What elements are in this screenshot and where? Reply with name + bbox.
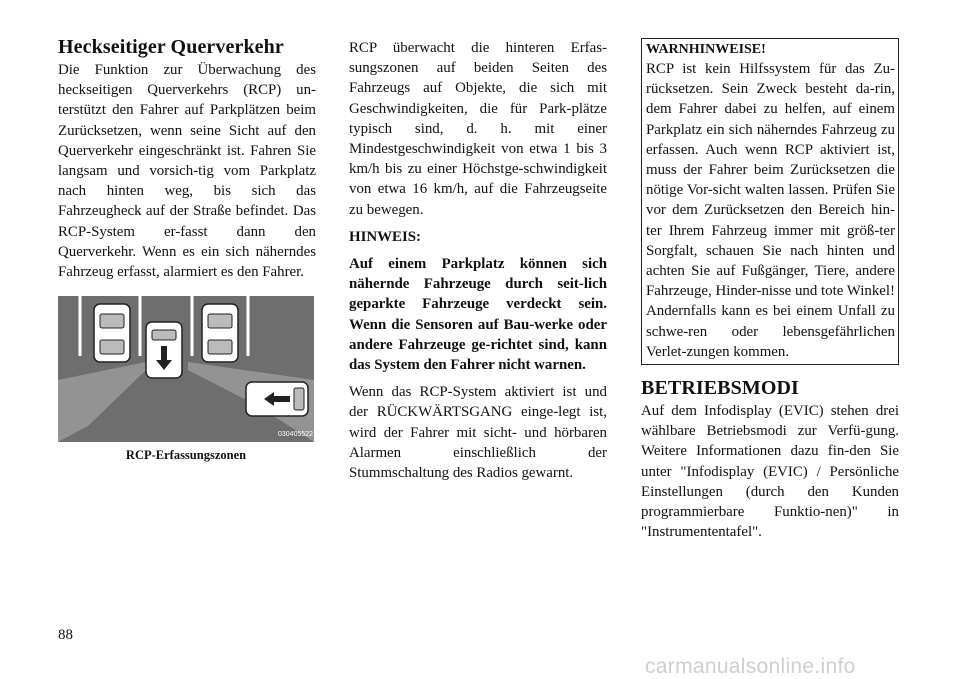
warning-text: RCP ist kein Hilfssystem für das Zu-rücksetzen. Sein Zweck besteht da-rin, dem Fahrer dabei zu helfen, auf einem Parkplatz ein sich näherndes Fahrzeug zu erfassen. Auch wenn RCP aktiviert ist, muss der Fahrer beim Zurücksetzen die nötige Vor-sicht walten lassen. Prüfen Sie vor dem Zurücksetzen den Bereich hin-ter Ihrem Fahrzeug immer mit größ-ter Sorgfalt, schauen Sie nach hinten und achten Sie auf Fußgänger, Tiere, andere Fahrzeuge, Hinder-nisse und tote Winkel! Andernfalls kann es bei einem Unfall zu schwe-ren oder lebensgefährlichen Verlet-zungen kommen. [646,61,896,360]
rcp-intro-paragraph: Die Funktion zur Überwachung des heckseitigen Querverkehrs (RCP) un-terstützt den Fahrer auf Parkplätzen beim Zurücksetzen, wenn seine Sicht auf den Querverkehr eingeschränkt ist. Fahren Sie langsam und vorsich-tig vom Parkplatz nach hinten weg, bis sich das Fahrzeugheck auf der Straße befindet. Das RCP-System er-fasst dann den Querverkehr. Wenn es ein sich näherndes Fahrzeug erfasst, alarmiert es den Fahrer. [58,62,316,281]
rcp-zones-paragraph: RCP überwacht die hinteren Erfas-sungszonen auf beiden Seiten des Fahrzeugs auf Objekte, die sich mit Geschwindigkeiten, die für Park-plätze typisch sind, d. h. mit einer Mindestgeschwindigkeit von etwa 1 bis 3 km/h bis zu einer Höchstge-schwindigkeit von etwa 16 km/h, auf die Fahrzeugseite zu bewegen. [349,40,607,218]
watermark: carmanualsonline.info [645,655,856,678]
modes-paragraph: Auf dem Infodisplay (EVIC) stehen drei wählbare Betriebsmodi zur Verfü-gung. Weitere Informationen dazu fin-den Sie unter "Infodisplay (EVIC) / Persönliche Einstellungen (durch den Kunden programmierbare Funktio-nen)" in "Instrumententafel". [641,403,899,541]
column-middle [349,38,607,483]
warning-title: WARNHINWEISE! [646,42,766,57]
note-text: Auf einem Parkplatz können sich nähernde Fahrzeuge durch seit-lich geparkte Fahrzeuge verdeckt sein. Wenn die Sensoren auf Bau-werke oder andere Fahrzeuge ge-richtet sind, kann das System den Fahrer nicht warnen. [349,256,607,374]
figure-caption: RCP-Erfassungszonen [125,448,247,462]
reversing-car [146,322,182,378]
parked-car-left [94,304,130,362]
section-title-rcp: Heckseitiger Querverkehr [58,36,284,58]
column-left [58,36,316,282]
warning-box [641,38,899,365]
column-right [641,38,899,542]
approaching-car [246,382,308,416]
rcp-zones-illustration [58,296,314,442]
section-title-modes: BETRIEBSMODI [641,377,799,400]
note-label: HINWEIS: [349,228,421,245]
page-number: 88 [58,627,73,643]
parked-car-right [202,304,238,362]
rcp-alarm-paragraph: Wenn das RCP-System aktiviert ist und der RÜCKWÄRTSGANG einge-legt ist, wird der Fahrer mit sicht- und hörbaren Alarmen einschließlich der Stummschaltung des Radios gewarnt. [349,384,607,482]
parking-diagram [58,296,314,442]
figure-code: 030405522 [278,431,314,438]
